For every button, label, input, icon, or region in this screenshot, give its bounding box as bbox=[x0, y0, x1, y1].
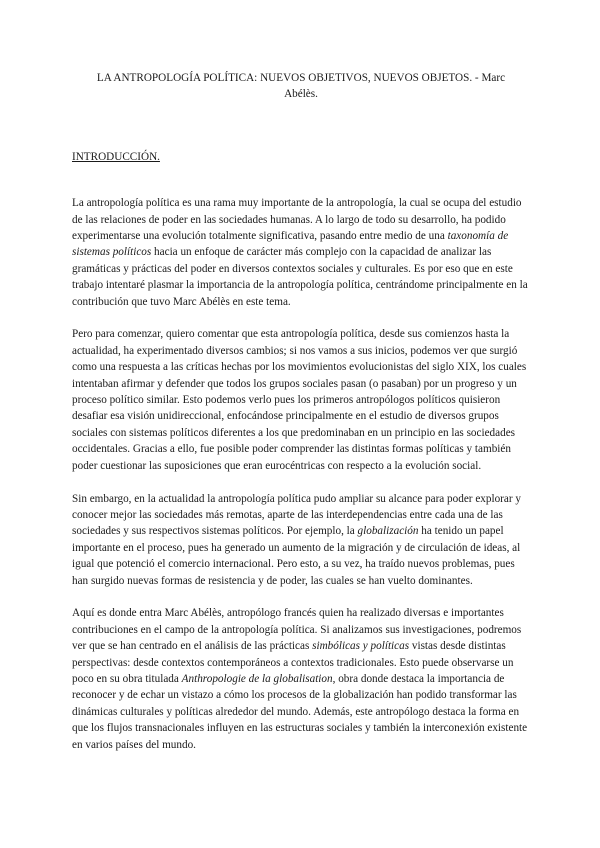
paragraph-1-text-a: La antropología política es una rama muy importante de la antropología, la cual se ocupa del estudio de las relaciones de poder en las sociedades humanas. A lo largo de todo su desarrollo, ha podido experimentarse una evolución totalmente significativa, pasando entre medio de una bbox=[72, 197, 522, 243]
paragraph-3-text-a: Sin embargo, en la actualidad la antropología política pudo ampliar su alcance para poder explorar y conocer mejor las sociedades más remotas, aparte de las interdependencias entre cada una de las sociedades y sus respectivos sistemas políticos. Por ejemplo, la bbox=[72, 492, 521, 538]
document-title bbox=[72, 70, 530, 103]
paragraph-4-text-b: vistas desde distintas perspectivas: desde contextos contemporáneos a contextos tradicionales. Esto puede observarse un poco en su obra titulada bbox=[72, 640, 514, 685]
paragraph-4-text-a: Aquí es donde entra Marc Abélès, antropólogo francés quien ha realizado diversas e importantes contribuciones en el campo de la antropología política. Si analizamos sus investigaciones, podremos ver que se han centrado en el análisis de las prácticas bbox=[72, 607, 522, 653]
paragraph-4-italic-1: simbólicas y políticas bbox=[312, 640, 410, 653]
paragraph-3 bbox=[72, 491, 530, 589]
title-line-2: Abélès. bbox=[284, 88, 318, 101]
paragraph-2: Pero para comenzar, quiero comentar que esta antropología política, desde sus comienzos hasta la actualidad, ha experimentado diversos cambios; si nos vamos a sus inicios, podemos ver que surgió como una respuesta a las críticas hechas por los movimientos evolucionistas del siglo XIX, los cuales intentaban afirmar y defender que todos los grupos sociales pasan (o pasaban) por un progreso y un proceso político similar. Esto podemos verlo pues los primeros antropólogos políticos quisieron desafiar esa visión unidireccional, enfocándose principalmente en el estudio de diversos grupos sociales con sistemas políticos diferentes a los que predominaban en un principio en las sociedades occidentales. Gracias a ello, fue posible poder comprender las distintas formas políticas y también poder cuestionar las suposiciones que eran eurocéntricas con respecto a la evolución social. bbox=[72, 328, 527, 472]
paragraph-1 bbox=[72, 195, 530, 310]
paragraph-3-italic: globalización bbox=[357, 525, 419, 538]
paragraph-4-italic-2: Anthropologie de la globalisation bbox=[181, 672, 333, 685]
paragraph-4-text-c: , obra donde destaca la importancia de reconocer y de echar un vistazo a cómo los procesos de la globalización han podido transformar las dinámicas culturales y políticas alrededor del mundo. Además, este antropólogo destaca la forma en que los flujos transnacionales influyen en las estructuras sociales y también la interconexión existente en varios países del mundo. bbox=[72, 672, 528, 751]
paragraph-1-italic: taxonomía de sistemas políticos bbox=[72, 230, 509, 259]
section-heading: INTRODUCCIÓN. bbox=[72, 150, 160, 163]
paragraph-3-text-b: ha tenido un papel importante en el proceso, pues ha generado un aumento de la migración y de circulación de ideas, al igual que potenció el comercio internacional. Pero esto, a su vez, ha traído nuevos problemas, pues han surgido nuevas formas de resistencia y de poder, las cuales se han vuelto dominantes. bbox=[72, 525, 521, 587]
paragraph-1-text-b: hacia un enfoque de carácter más complejo con la capacidad de analizar las gramáticas y prácticas del poder en diversos contextos sociales y culturales. Es por eso que en este trabajo intentaré plasmar la importancia de la antropología política, centrándome principalmente en la contribución que tuvo Marc Abélès en este tema. bbox=[72, 246, 528, 308]
paragraph-4 bbox=[72, 605, 530, 753]
document-page bbox=[72, 70, 530, 769]
title-line-1: LA ANTROPOLOGÍA POLÍTICA: NUEVOS OBJETIVOS, NUEVOS OBJETOS. - Marc bbox=[96, 72, 506, 84]
